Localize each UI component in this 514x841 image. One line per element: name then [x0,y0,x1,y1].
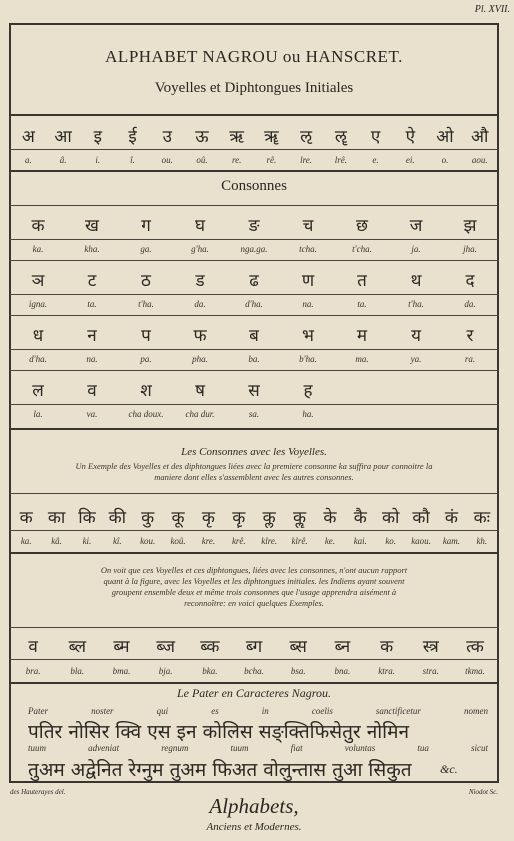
pater-word: es [211,706,219,716]
vowel-transliteration: o. [441,155,449,165]
divider [9,349,499,350]
consonant-glyph: न [87,326,97,346]
syllable-transliteration: kaou. [411,536,431,546]
consonant-transliteration: jha. [463,244,477,254]
syllable-transliteration: ki. [82,536,92,546]
consonant-transliteration: t'cha. [352,244,372,254]
consonant-glyph: द [465,271,475,291]
consonant-glyph: घ [194,216,206,236]
consonant-transliteration: ra. [464,354,476,364]
conjunct-transliteration: bcha. [244,666,264,676]
vowel-glyph: ॡ [334,127,347,147]
consonant-glyph-row [11,213,497,236]
vowel-glyph: ऋ [229,127,244,147]
cv-heading: Les Consonnes avec les Voyelles. [181,446,327,458]
consonant-transliteration: cha dur. [185,409,215,419]
conjunct-transliteration: bra. [25,666,41,676]
consonant-glyph-row [11,323,497,346]
note-line-3: groupent ensemble deux et même trois consonnes que l'usage apprendra aisément à [111,587,397,597]
consonant-transliteration: ha. [302,409,314,419]
consonant-transliteration: igna. [28,299,48,309]
cv-latin-row [11,536,497,546]
vowel-glyph: ॠ [264,127,279,147]
conjunct-glyph: ब्म [113,637,130,657]
consonant-latin-row [11,244,497,254]
vowel-transliteration: lre. [300,155,313,165]
vowel-glyph: ई [128,127,137,147]
syllable-glyph: कः [473,508,491,528]
syllable-glyph: को [381,508,400,528]
pater-nagari-line-2: तुअम अद्वेनित रेग्नुम तुअम फिअत वोलुन्तास तुआ सिकुत [28,759,412,781]
conjunct-transliteration: bsa. [290,666,306,676]
pater-word: qui [156,706,169,716]
consonant-glyph: र [466,326,474,346]
pater-latin-line-1 [28,706,488,716]
conjunct-glyph: क [380,637,394,657]
pater-word: voluntas [344,743,376,753]
vowel-glyph: ऌ [300,127,313,147]
pater-latin-line-2 [28,743,488,753]
syllable-transliteration: kou. [140,536,156,546]
vowel-transliteration: î. [130,155,135,165]
consonant-transliteration: na. [86,354,98,364]
consonant-glyph: ह [303,381,313,401]
pater-word: tua [417,743,429,753]
note-line-1: On voit que ces Voyelles et ces diphtongues, liées avec les consonnes, n'ont aucun rapport [100,565,408,575]
conjunct-glyph-row [11,634,497,657]
conjunct-glyph: ब्क [200,637,220,657]
syllable-glyph: कृ [201,508,215,528]
syllable-transliteration: ko. [385,536,397,546]
consonant-glyph: च [302,216,314,236]
divider [9,627,499,628]
pater-word: coelis [311,706,333,716]
syllable-glyph: क [19,508,33,528]
consonant-glyph [389,378,443,401]
consonant-transliteration: pha. [192,354,208,364]
conjunct-glyph: ब्ल [68,637,86,657]
pater-word: sanctificetur [375,706,421,716]
syllable-glyph: की [108,508,127,528]
cv-note-2: maniere dont elles s'assemblent avec les autres consonnes. [154,472,354,482]
conjunct-glyph: व [28,637,38,657]
divider [9,170,499,172]
conjunct-transliteration: bna. [334,666,351,676]
consonant-glyph-row [11,268,497,291]
syllable-transliteration: kh. [476,536,488,546]
vowel-glyph: ऐ [405,127,415,147]
footer-title: Alphabets, [209,794,299,818]
consonant-glyph: ग [141,216,151,236]
footer-subtitle: Anciens et Modernes. [206,821,302,833]
left-credit: des Hauterayes del. [10,788,66,796]
vowel-transliteration: rê. [266,155,277,165]
consonant-transliteration: d'ha. [245,299,263,309]
conjunct-transliteration: tkma. [465,666,485,676]
consonant-transliteration: cha doux. [128,409,164,419]
consonant-transliteration: nga.ga. [240,244,268,254]
vowel-transliteration: ei. [405,155,415,165]
syllable-transliteration: kre. [201,536,216,546]
consonant-glyph: क [31,216,45,236]
conjunct-glyph: स्त्र [422,637,439,657]
consonant-glyph: झ [463,216,477,236]
divider [9,530,499,531]
pater-word: tuum [28,743,46,753]
consonant-glyph: ज [409,216,423,236]
vowel-glyph: इ [93,127,102,147]
consonant-transliteration: ka. [32,244,44,254]
consonant-latin-row [11,409,497,419]
syllable-glyph: कं [444,508,458,528]
conjunct-glyph: त्क [466,637,484,657]
vowel-glyph-row [11,124,497,147]
consonant-glyph: श [140,381,152,401]
consonant-glyph: प [141,326,151,346]
divider [9,493,499,494]
vowel-transliteration: a. [24,155,32,165]
pater-word: sicut [470,743,488,753]
vowel-transliteration: oû. [196,155,208,165]
conjunct-transliteration: bja. [158,666,173,676]
syllable-glyph: कौ [412,508,430,528]
syllable-glyph: कि [78,508,96,528]
consonant-transliteration [443,409,497,419]
vowel-transliteration: ou. [161,155,173,165]
consonant-transliteration [389,409,443,419]
syllable-glyph: के [323,508,337,528]
vowel-glyph: आ [54,127,72,147]
consonant-transliteration: pa. [140,354,152,364]
note-line-2: quant à la figure, avec les Voyelles et les diphtongues initiales. les Indiens ayant souvent [103,576,405,586]
vowel-glyph: ए [370,127,381,147]
consonant-transliteration: tcha. [299,244,317,254]
consonant-glyph: थ [410,271,422,291]
syllable-glyph: का [47,508,66,528]
consonant-glyph: ब [249,326,259,346]
divider [9,659,499,660]
vowel-glyph: औ [471,127,489,147]
syllable-transliteration: kî. [112,536,122,546]
consonant-glyph: ल [32,381,44,401]
consonant-transliteration: ja. [411,244,421,254]
pater-etc: &c. [440,762,458,776]
syllable-glyph: कॢ [262,508,276,528]
consonant-glyph: ध [32,326,44,346]
conjunct-transliteration: bma. [112,666,131,676]
syllable-glyph: कै [353,508,367,528]
consonant-transliteration: t'ha. [138,299,154,309]
pater-word: adveniat [88,743,120,753]
syllable-transliteration: klre. [261,536,278,546]
consonant-transliteration: b'ha. [299,354,317,364]
vowel-glyph: ऊ [195,127,209,147]
syllable-glyph: कॣ [293,508,307,528]
divider [9,260,499,261]
syllable-transliteration: koû. [170,536,186,546]
syllable-glyph: कू [171,508,185,528]
conjunct-transliteration: bla. [70,666,85,676]
consonant-glyph [335,378,389,401]
consonant-transliteration: ba. [248,354,260,364]
vowel-transliteration: re. [231,155,242,165]
conjunct-glyph: ब्न [334,637,351,657]
consonant-glyph: य [411,326,421,346]
consonant-transliteration: g'ha. [191,244,209,254]
divider [9,404,499,405]
consonant-transliteration: va. [86,409,98,419]
plate-number: Pl. XVII. [474,4,510,15]
pater-word: nomen [463,706,488,716]
pater-heading: Le Pater en Caracteres Nagrou. [176,686,332,700]
consonant-transliteration: da. [194,299,206,309]
consonant-glyph: ष [195,381,205,401]
vowel-glyph: उ [162,127,172,147]
divider [9,294,499,295]
consonant-transliteration: da. [464,299,476,309]
consonant-transliteration: ta. [87,299,97,309]
cv-note-1: Un Exemple des Voyelles et des diphtongues liées avec la premiere consonne ka suffira pour connoitre la [75,461,433,471]
consonant-glyph: ण [301,271,315,291]
consonant-glyph: छ [356,216,368,236]
consonants-heading: Consonnes [221,178,287,194]
page-title: ALPHABET NAGROU ou HANSCRET. [105,47,403,66]
consonant-glyph: व [87,381,97,401]
syllable-glyph: कु [141,508,155,528]
page-subtitle: Voyelles et Diphtongues Initiales [154,80,354,96]
syllable-transliteration: klrê. [291,536,308,546]
conjunct-glyph: ब्ज [156,637,176,657]
cv-glyph-row [11,505,497,528]
vowel-glyph: अ [21,127,35,147]
consonant-transliteration: d'ha. [29,354,47,364]
vowel-glyph: ओ [436,127,454,147]
consonant-transliteration: kha. [84,244,100,254]
syllable-transliteration: krê. [231,536,246,546]
vowel-latin-row [11,155,497,165]
consonant-glyph: ट [87,271,97,291]
consonant-transliteration: ma. [355,354,369,364]
vowel-transliteration: aou. [471,155,488,165]
syllable-transliteration: kai. [353,536,367,546]
vowel-transliteration: â. [59,155,67,165]
conjunct-transliteration: bka. [202,666,218,676]
divider [9,370,499,371]
consonant-transliteration: la. [33,409,43,419]
vowel-transliteration: e. [372,155,379,165]
pater-nagari-line-1: पतिर नोसिर क्वि एस इन कोलिस सङ्क्तिफिसेतुर नोमिन [28,721,410,743]
note-line-4: reconnoître: en voici quelques Exemples. [184,598,324,608]
divider [9,149,499,150]
right-credit: Niodot Sc. [468,788,498,796]
syllable-transliteration: ke. [324,536,336,546]
pater-word: Pater [28,706,48,716]
pater-word: noster [91,706,114,716]
syllable-glyph: कॄ [232,508,246,528]
consonant-glyph: स [248,381,260,401]
consonant-glyph: म [356,326,368,346]
consonant-glyph-row [11,378,497,401]
consonant-latin-row [11,354,497,364]
consonant-glyph: ठ [141,271,151,291]
conjunct-transliteration: stra. [422,666,439,676]
consonant-transliteration: ta. [357,299,367,309]
divider [9,682,499,684]
divider [9,205,499,206]
syllable-transliteration: kam. [442,536,461,546]
consonant-transliteration: na. [302,299,314,309]
divider [9,428,499,430]
consonant-latin-row [11,299,497,309]
consonant-glyph: ख [85,216,99,236]
consonant-glyph: ङ [248,216,260,236]
consonant-transliteration: sa. [248,409,260,419]
vowel-transliteration: i. [95,155,101,165]
divider [9,239,499,240]
divider [9,315,499,316]
consonant-transliteration [335,409,389,419]
pater-word: regnum [161,743,189,753]
syllable-transliteration: kâ. [51,536,62,546]
pater-word: in [261,706,269,716]
consonant-transliteration: ya. [410,354,422,364]
conjunct-glyph: ब्स [289,637,307,657]
consonant-glyph: ढ [249,271,259,291]
vowel-transliteration: lrê. [334,155,347,165]
conjunct-glyph: ब्ग [245,637,263,657]
consonant-glyph: फ [193,326,207,346]
consonant-glyph: ड [195,271,205,291]
conjunct-transliteration: ktra. [378,666,395,676]
pater-word: fiat [290,743,303,753]
syllable-transliteration: ka. [20,536,32,546]
consonant-glyph: त [357,271,367,291]
consonant-glyph: भ [302,326,314,346]
consonant-transliteration: t'ha. [408,299,424,309]
pater-word: tuum [230,743,249,753]
divider [9,552,499,554]
divider [9,114,499,116]
conjunct-latin-row [11,666,497,676]
consonant-transliteration: ga. [140,244,152,254]
consonant-glyph: ञ [31,271,45,291]
consonant-glyph [443,378,497,401]
